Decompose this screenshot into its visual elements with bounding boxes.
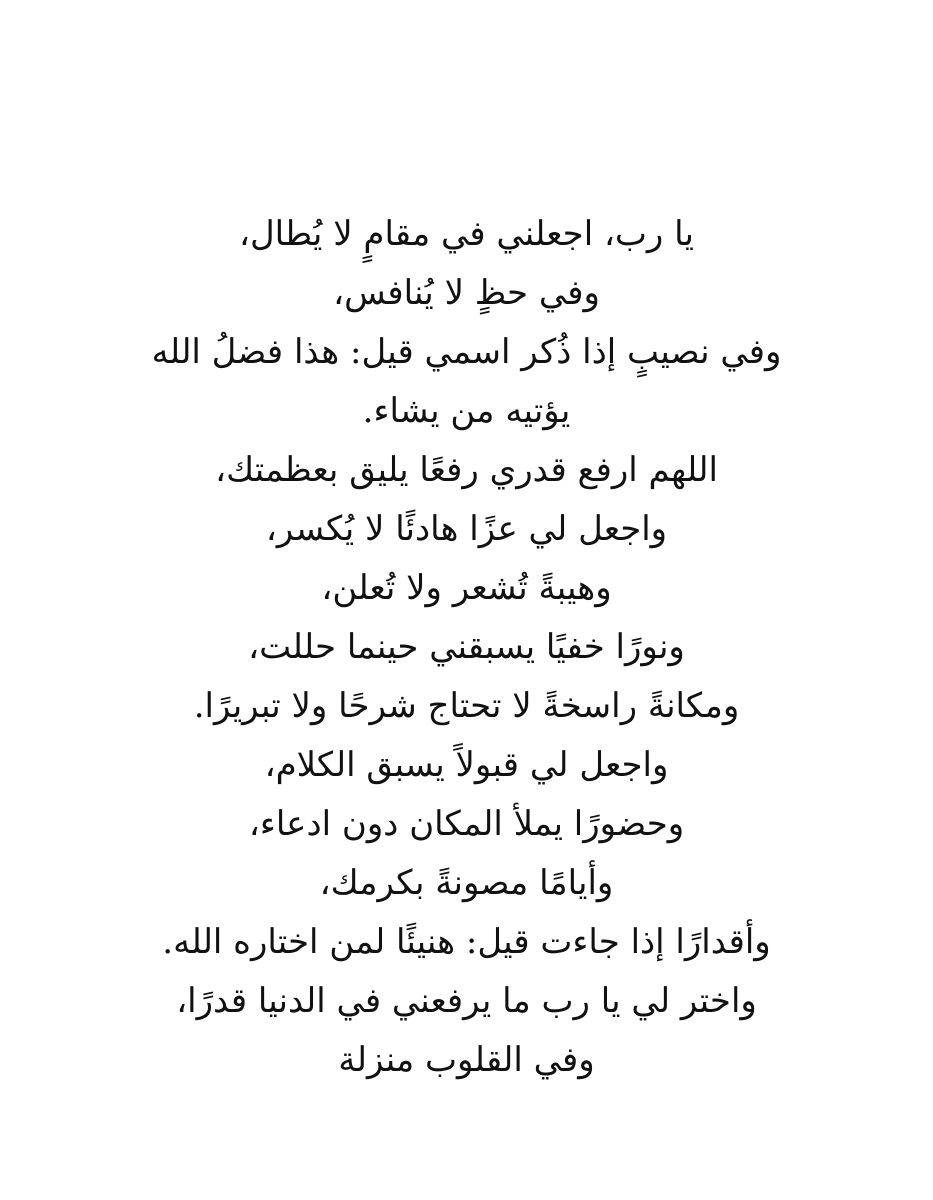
poem-line-15: وفي القلوب منزلة: [338, 1040, 595, 1080]
poem-line-2: وفي حظٍ لا يُنافس،: [333, 273, 600, 313]
poem-text: [0, 205, 933, 1090]
poem-line-4: يؤتيه من يشاء.: [362, 391, 571, 431]
poem-line-6: واجعل لي عزًا هادئًا لا يُكسر،: [265, 509, 668, 549]
poem-line-9: ومكانةً راسخةً لا تحتاج شرحًا ولا تبريرًا.: [193, 686, 740, 726]
poem-line-14: واختر لي يا رب ما يرفعني في الدنيا قدرًا،: [176, 981, 757, 1021]
poem-line-12: وأيامًا مصونةً بكرمك،: [319, 863, 614, 903]
poem-line-8: ونورًا خفيًا يسبقني حينما حللت،: [248, 627, 685, 667]
poem-line-10: واجعل لي قبولاً يسبق الكلام،: [264, 745, 669, 785]
poem-line-1: يا رب، اجعلني في مقامٍ لا يُطال،: [239, 214, 694, 254]
poem-line-7: وهيبةً تُشعر ولا تُعلن،: [321, 568, 612, 608]
poem-line-5: اللهم ارفع قدري رفعًا يليق بعظمتك،: [215, 450, 718, 490]
poem-line-3: وفي نصيبٍ إذا ذُكر اسمي قيل: هذا فضلُ الله: [151, 332, 782, 372]
poem-line-13: وأقدارًا إذا جاءت قيل: هنيئًا لمن اختاره الله.: [162, 922, 771, 962]
poem-line-11: وحضورًا يملأ المكان دون ادعاء،: [248, 804, 685, 844]
